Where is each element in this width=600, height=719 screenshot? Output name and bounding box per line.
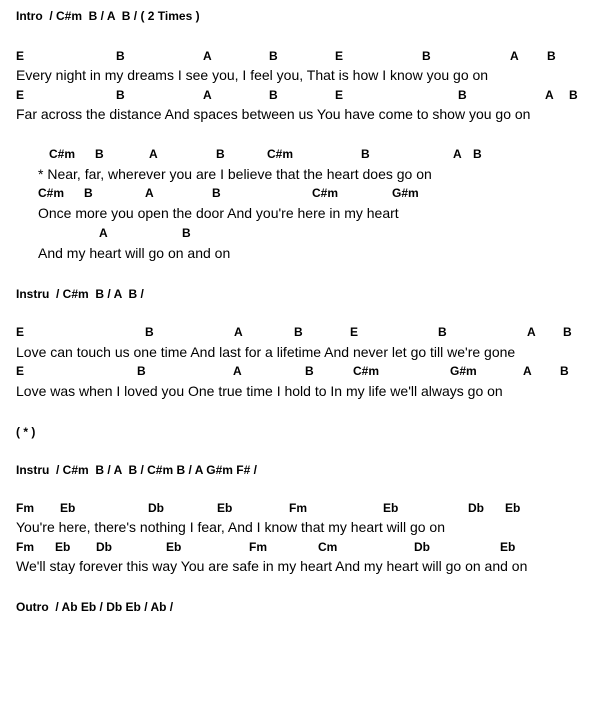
chord: E xyxy=(335,49,344,63)
verse1-lyric-line-1 xyxy=(0,66,600,84)
lyric: Love can touch us one time And last for a lifetime And never let go till we're gone xyxy=(16,344,516,360)
verse2-lyric-line-2 xyxy=(0,382,600,400)
chord: A xyxy=(99,226,108,240)
chord: B xyxy=(137,364,146,378)
chorus-chord-line-3 xyxy=(0,225,600,243)
chord: B xyxy=(422,49,431,63)
chord: E xyxy=(335,88,344,102)
lyric: Love was when I loved you One true time I hold to In my life we'll always go on xyxy=(16,383,503,399)
chord: Db xyxy=(468,501,484,515)
chord: B xyxy=(294,325,303,339)
verse1-lyric-line-2 xyxy=(0,105,600,123)
chord: Fm xyxy=(249,540,267,554)
chord: E xyxy=(16,49,25,63)
chord: A xyxy=(233,364,242,378)
chord: B xyxy=(547,49,556,63)
verse2-lyric-line-1 xyxy=(0,343,600,361)
chord: Eb xyxy=(55,540,71,554)
chord: Eb xyxy=(505,501,521,515)
chord: B xyxy=(145,325,154,339)
chord: C#m xyxy=(353,364,380,378)
chord: B xyxy=(305,364,314,378)
chord: B xyxy=(116,88,125,102)
intro-label: Intro / C#m B / A B / ( 2 Times ) xyxy=(16,9,200,23)
chord: B xyxy=(216,147,225,161)
outro-line xyxy=(0,599,600,617)
lyric: Once more you open the door And you're here in my heart xyxy=(38,205,399,221)
instru-label: Instru / C#m B / A B / C#m B / A G#m F# / xyxy=(16,463,257,477)
bridge-chord-line-2 xyxy=(0,539,600,557)
chord: A xyxy=(145,186,154,200)
bridge-lyric-line-1 xyxy=(0,518,600,536)
chord: Eb xyxy=(60,501,76,515)
chord: B xyxy=(116,49,125,63)
chord: B xyxy=(560,364,569,378)
chord: Eb xyxy=(500,540,516,554)
intro-line xyxy=(0,8,600,26)
verse1-chord-line-2 xyxy=(0,87,600,105)
chord: B xyxy=(269,88,278,102)
verse2-chord-line-2 xyxy=(0,363,600,381)
lyric: We'll stay forever this way You are safe in my heart And my heart will go on and on xyxy=(16,558,528,574)
chord: A xyxy=(545,88,554,102)
chord: C#m xyxy=(38,186,65,200)
lyric: Every night in my dreams I see you, I feel you, That is how I know you go on xyxy=(16,67,489,83)
chord: Eb xyxy=(217,501,233,515)
chord: A xyxy=(234,325,243,339)
chord: Db xyxy=(414,540,430,554)
chorus-lyric-line-3 xyxy=(0,244,600,262)
chord: B xyxy=(563,325,572,339)
chord: A xyxy=(203,88,212,102)
chord: Eb xyxy=(166,540,182,554)
chord: Db xyxy=(96,540,112,554)
chord: B xyxy=(438,325,447,339)
repeat-marker: ( * ) xyxy=(16,425,36,439)
chord: C#m xyxy=(312,186,339,200)
chord: Fm xyxy=(16,501,34,515)
chord: B xyxy=(84,186,93,200)
chord: B xyxy=(269,49,278,63)
chord: A xyxy=(453,147,462,161)
chord: E xyxy=(16,364,25,378)
chord: Eb xyxy=(383,501,399,515)
chord: Cm xyxy=(318,540,338,554)
lyric: You're here, there's nothing I fear, And I know that my heart will go on xyxy=(16,519,445,535)
chord: B xyxy=(182,226,191,240)
chord: C#m xyxy=(49,147,76,161)
chorus-chord-line-1 xyxy=(0,146,600,164)
chord: B xyxy=(95,147,104,161)
chord: Fm xyxy=(16,540,34,554)
bridge-chord-line-1 xyxy=(0,500,600,518)
chord: A xyxy=(510,49,519,63)
instru-label: Instru / C#m B / A B / xyxy=(16,287,144,301)
chord: B xyxy=(212,186,221,200)
outro-label: Outro / Ab Eb / Db Eb / Ab / xyxy=(16,600,174,614)
chord: A xyxy=(149,147,158,161)
lyric: Far across the distance And spaces between us You have come to show you go on xyxy=(16,106,531,122)
chorus-lyric-line-1 xyxy=(0,165,600,183)
chord: Fm xyxy=(289,501,307,515)
verse1-chord-line-1 xyxy=(0,48,600,66)
chorus-lyric-line-2 xyxy=(0,204,600,222)
chord: B xyxy=(473,147,482,161)
chord: E xyxy=(16,88,25,102)
chorus-chord-line-2 xyxy=(0,185,600,203)
chord: E xyxy=(16,325,25,339)
chord: Db xyxy=(148,501,164,515)
chord: G#m xyxy=(392,186,419,200)
bridge-lyric-line-2 xyxy=(0,557,600,575)
lyric: * Near, far, wherever you are I believe that the heart does go on xyxy=(38,166,432,182)
chord: G#m xyxy=(450,364,477,378)
chord: B xyxy=(458,88,467,102)
chord: C#m xyxy=(267,147,294,161)
chord: B xyxy=(569,88,578,102)
chord: A xyxy=(527,325,536,339)
lyric: And my heart will go on and on xyxy=(38,245,231,261)
repeat-marker-line xyxy=(0,424,600,442)
chord: E xyxy=(350,325,359,339)
chord: B xyxy=(361,147,370,161)
chord: A xyxy=(523,364,532,378)
chord: A xyxy=(203,49,212,63)
verse2-chord-line-1 xyxy=(0,324,600,342)
instru1-line xyxy=(0,286,600,304)
instru2-line xyxy=(0,462,600,480)
